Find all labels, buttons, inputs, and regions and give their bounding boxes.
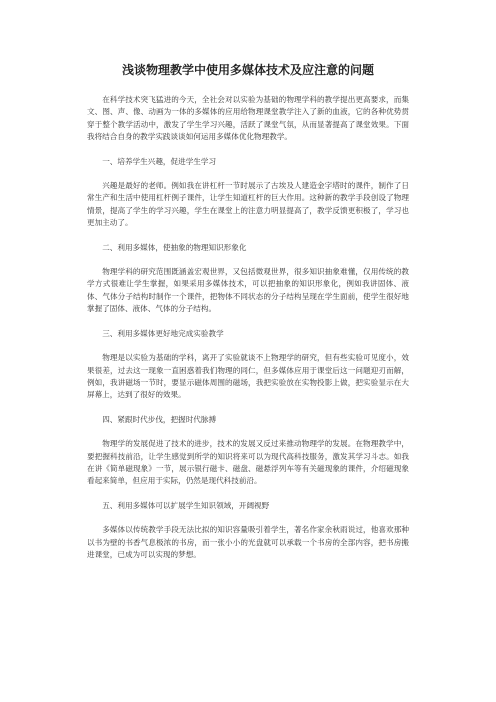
- section-heading-3: 三、利用多媒体更好地完成实验教学: [102, 328, 224, 338]
- intro-paragraph: 在科学技术突飞猛进的今天，全社会对以实验为基础的物理学科的教学提出更高要求，而集文、图、声、像、动画为一体的多媒体的应用给物理课堂教学注入了新的血液，它的各种优势贯穿于整个教学活动中，激发了学生学习兴趣，活跃了课堂气氛，从而显著提高了课堂效果。下面我将结合自身的教学实践谈谈如何运用多媒体优化物理教学。: [87, 95, 409, 142]
- section-heading-2: 二、利用多媒体，使抽象的物理知识形象化: [102, 242, 247, 252]
- section-heading-4: 四、紧跟时代步伐，把握时代脉搏: [102, 414, 217, 424]
- section-body-1: 兴趣是最好的老师。例如我在讲杠杆一节时展示了古埃及人建造金字塔时的课件，制作了日常生产和生活中使用杠杆例子课件，让学生知道杠杆的巨大作用。这种新的教学手段创设了物理情景，提高了学生的学习兴趣，学生在课堂上的注意力明显提高了，教学反馈更积极了，学习也更加主动了。: [87, 181, 409, 228]
- section-heading-5: 五、利用多媒体可以扩展学生知识领域，开阔视野: [102, 500, 270, 510]
- section-body-2: 物理学科的研究范围既涵盖宏观世界，又包括微观世界，很多知识抽象难懂，仅用传统的教学方式很难让学生掌握，如果采用多媒体技术，可以把抽象的知识形象化，例如我讲固体、液体、气体分子结构时制作一个课件，把物体不同状态的分子结构呈现在学生面前，使学生很好地掌握了固体、液体、气体的分子结构。: [87, 267, 409, 314]
- section-body-4: 物理学的发展促进了技术的进步，技术的发展又反过来推动物理学的发展。在物理教学中，要把握科技前沿，让学生感觉到所学的知识将来可以为现代高科技服务，激发其学习斗志。如我在讲《简单磁现象》一节，展示银行磁卡、磁盘、磁悬浮列车等有关磁现象的课件，介绍磁现象看起来简单，但应用于实际，仍然是现代科技前沿。: [87, 439, 409, 486]
- section-heading-1: 一、培养学生兴趣，促进学生学习: [102, 156, 217, 166]
- section-body-5: 多媒体以传统教学手段无法比拟的知识容量吸引着学生，著名作家余秋雨说过，他喜欢那种以书为壁的书香气息极浓的书房，而一张小小的光盘就可以承载一个书房的全部内容，把书房搬进课堂，已成为可以实现的梦想。: [87, 525, 409, 559]
- document-page: [87, 62, 409, 561]
- section-body-3: 物理是以实验为基础的学科，离开了实验就谈不上物理学的研究，但有些实验可见度小，效果很差，过去这一现象一直困惑着我们物理的同仁，但多媒体应用于课堂后这一问题迎刃而解，例如，我讲磁场一节时，要显示磁体周围的磁场，我把实验放在实物投影上做，把实验显示在大屏幕上，达到了很好的效果。: [87, 353, 409, 400]
- document-title: 浅谈物理教学中使用多媒体技术及应注意的问题: [121, 63, 374, 77]
